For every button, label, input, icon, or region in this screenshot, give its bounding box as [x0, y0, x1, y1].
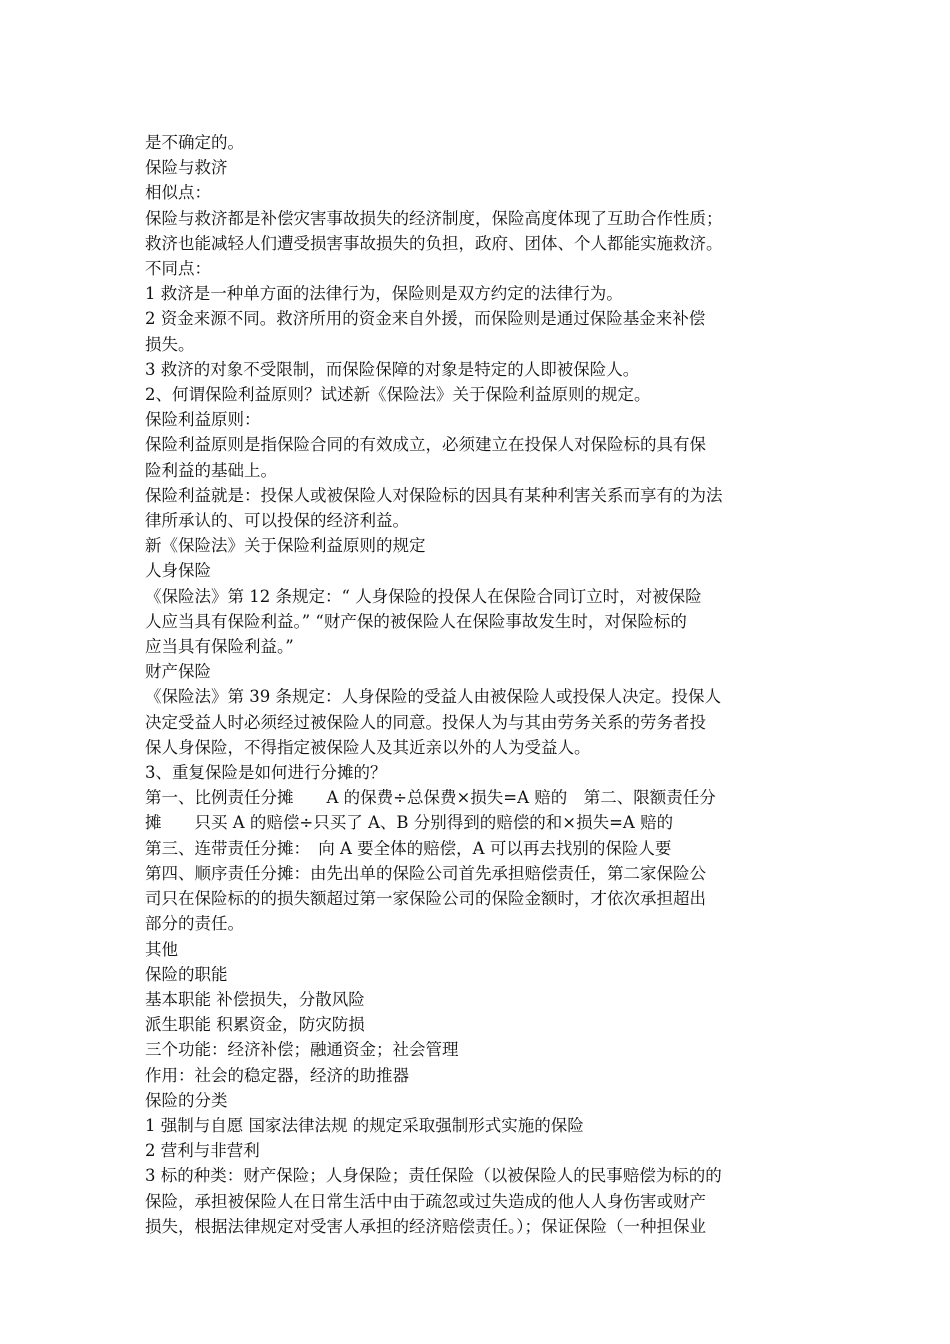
text-line: 相似点：	[145, 183, 211, 203]
text-line: 第一、比例责任分摊 A 的保费÷总保费×损失=A 赔的 第二、限额责任分	[145, 788, 716, 808]
text-line: 派生职能 积累资金，防灾防损	[145, 1015, 365, 1035]
document-body	[145, 130, 815, 1239]
text-line: 三个功能：经济补偿；融通资金；社会管理	[145, 1040, 459, 1060]
text-line: 保险利益就是：投保人或被保险人对保险标的因具有某种利害关系而享有的为法	[145, 485, 723, 505]
text-line: 新《保险法》关于保险利益原则的规定	[145, 536, 426, 556]
text-line: 保人身保险，不得指定被保险人及其近亲以外的人为受益人。	[145, 737, 591, 757]
text-line: 不同点：	[145, 259, 211, 279]
text-line: 财产保险	[145, 662, 211, 682]
text-line: 律所承认的、可以投保的经济利益。	[145, 511, 409, 531]
text-line: 3、重复保险是如何进行分摊的？	[145, 763, 387, 783]
text-line: 保险的分类	[145, 1090, 228, 1110]
text-line: 其他	[145, 939, 178, 959]
text-line: 人应当具有保险利益。” “财产保的被保险人在保险事故发生时，对保险标的	[145, 611, 687, 631]
text-line: 3 救济的对象不受限制，而保险保障的对象是特定的人即被保险人。	[145, 359, 640, 379]
text-line: 保险与救济都是补偿灾害事故损失的经济制度，保险高度体现了互助合作性质；	[145, 208, 723, 228]
text-line: 是不确定的。	[145, 133, 244, 152]
text-line: 摊 只买 A 的赔偿÷只买了 A、B 分别得到的赔偿的和×损失=A 赔的	[145, 813, 674, 833]
text-line: 《保险法》第 39 条规定：人身保险的受益人由被保险人或投保人决定。投保人	[145, 687, 721, 707]
text-line: 保险利益原则是指保险合同的有效成立，必须建立在投保人对保险标的具有保	[145, 435, 706, 455]
text-line: 保险与救济	[145, 158, 228, 178]
text-line: 险利益的基础上。	[145, 460, 277, 480]
text-line: 保险的职能	[145, 964, 228, 984]
text-line: 1 强制与自愿 国家法律法规 的规定采取强制形式实施的保险	[145, 1115, 584, 1135]
text-line: 第三、连带责任分摊： 向 A 要全体的赔偿，A 可以再去找别的保险人要	[145, 838, 672, 858]
text-line: 3 标的种类：财产保险；人身保险；责任保险（以被保险人的民事赔偿为标的的	[145, 1166, 722, 1186]
text-line: 损失。	[145, 334, 195, 354]
text-line: 保险，承担被保险人在日常生活中由于疏忽或过失造成的他人人身伤害或财产	[145, 1191, 706, 1211]
text-line: 人身保险	[145, 561, 211, 581]
text-line: 应当具有保险利益。”	[145, 637, 294, 657]
text-line: 《保险法》第 12 条规定：“ 人身保险的投保人在保险合同订立时，对被保险	[145, 586, 702, 606]
text-line: 1 救济是一种单方面的法律行为，保险则是双方约定的法律行为。	[145, 284, 623, 304]
text-line: 作用：社会的稳定器，经济的助推器	[145, 1065, 409, 1085]
text-line: 2、何谓保险利益原则？试述新《保险法》关于保险利益原则的规定。	[145, 385, 651, 405]
text-line: 第四、顺序责任分摊：由先出单的保险公司首先承担赔偿责任，第二家保险公	[145, 863, 706, 883]
text-line: 司只在保险标的的损失额超过第一家保险公司的保险金额时，才依次承担超出	[145, 889, 706, 909]
text-line: 救济也能减轻人们遭受损害事故损失的负担，政府、团体、个人都能实施救济。	[145, 233, 723, 253]
text-line: 保险利益原则：	[145, 410, 261, 430]
text-line: 基本职能 补偿损失，分散风险	[145, 989, 365, 1009]
text-line: 2 资金来源不同。救济所用的资金来自外援，而保险则是通过保险基金来补偿	[145, 309, 706, 329]
text-line: 决定受益人时必须经过被保险人的同意。投保人为与其由劳务关系的劳务者投	[145, 712, 706, 732]
text-line: 损失，根据法律规定对受害人承担的经济赔偿责任。）；保证保险（一种担保业	[145, 1216, 706, 1236]
text-line: 2 营利与非营利	[145, 1141, 260, 1161]
text-line: 部分的责任。	[145, 914, 244, 934]
